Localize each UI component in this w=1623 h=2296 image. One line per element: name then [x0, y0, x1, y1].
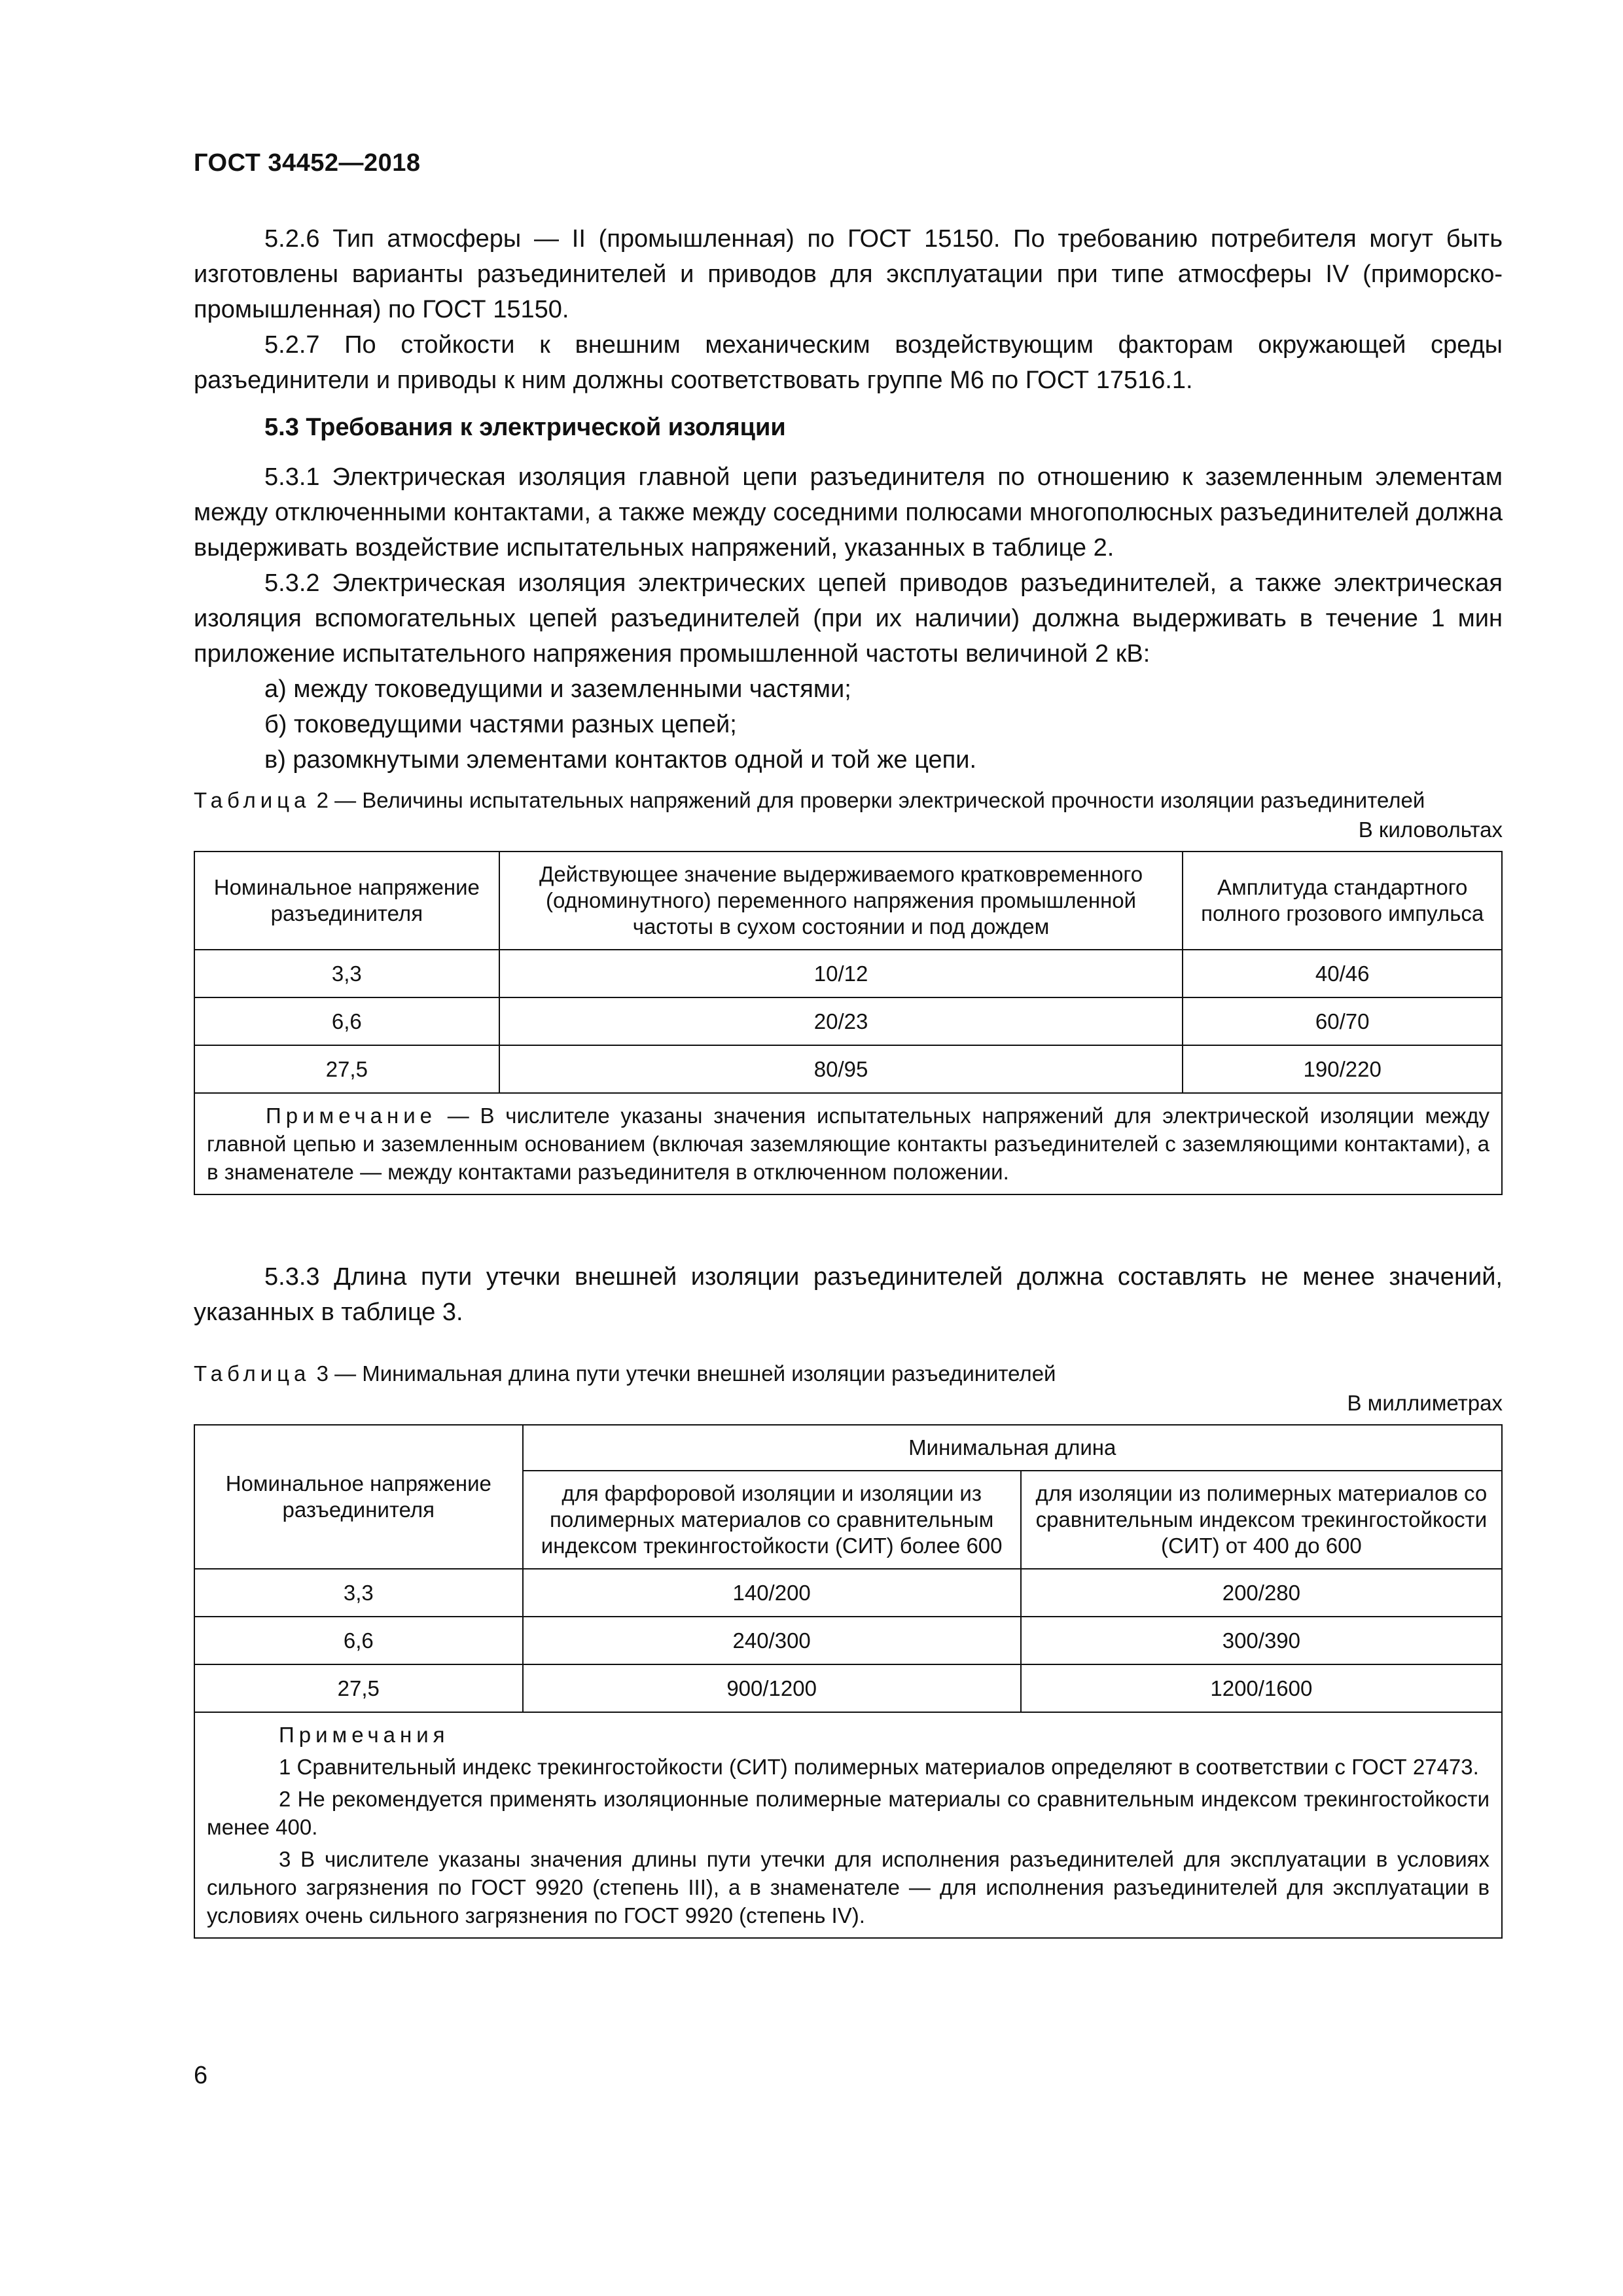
table-cell: 80/95 [499, 1045, 1183, 1093]
table-3-header-voltage: Номинальное напряжение разъединителя [194, 1425, 523, 1569]
table-row [194, 1617, 1502, 1664]
paragraph-5-2-6: 5.2.6 Тип атмосферы — II (промышленная) по ГОСТ 15150. По требованию потребителя могут быть изготовлены варианты разъединителей и приводов для эксплуатации при типе атмосферы IV (приморско-промышленная) по ГОСТ 15150. [194, 225, 1503, 323]
table-cell: 190/220 [1183, 1045, 1502, 1093]
table-2-header-impulse: Амплитуда стандартного полного грозового импульса [1183, 852, 1502, 950]
table-cell: 20/23 [499, 997, 1183, 1045]
table-cell: 3,3 [194, 1569, 523, 1617]
table-row [194, 1664, 1502, 1712]
table-3 [194, 1424, 1503, 1939]
table-cell: 6,6 [194, 997, 499, 1045]
table-cell: 6,6 [194, 1617, 523, 1664]
table-cell: 200/280 [1021, 1569, 1502, 1617]
section-5-3 [194, 410, 1503, 778]
table-cell: 27,5 [194, 1045, 499, 1093]
table-cell: 140/200 [523, 1569, 1021, 1617]
table-3-units: В миллиметрах [1347, 1391, 1503, 1415]
table-3-header-polymer: для изоляции из полимерных материалов со сравнительным индексом трекингостойкости (СИТ) от 400 до 600 [1021, 1471, 1502, 1569]
table-cell: 40/46 [1183, 950, 1502, 997]
table-3-header-min-length: Минимальная длина [523, 1425, 1502, 1471]
table-3-header-row-1 [194, 1425, 1502, 1471]
table-cell: 240/300 [523, 1617, 1021, 1664]
table-cell: 900/1200 [523, 1664, 1021, 1712]
table-row [194, 950, 1502, 997]
table-cell: 10/12 [499, 950, 1183, 997]
table-3-header-porcelain: для фарфоровой изоляции и изоляции из полимерных материалов со сравнительным индексом трекингостойкости (СИТ) более 600 [523, 1471, 1021, 1569]
table-cell: 1200/1600 [1021, 1664, 1502, 1712]
paragraph-5-2-7: 5.2.7 По стойкости к внешним механическим воздействующим факторам окружающей среды разъединители и приводы к ним должны соответствовать группе М6 по ГОСТ 17516.1. [194, 331, 1503, 394]
page-number: 6 [194, 2062, 208, 2089]
table-2-block [194, 785, 1503, 1195]
table-2-units: В киловольтах [1358, 817, 1503, 842]
table-row [194, 1045, 1502, 1093]
table-row [194, 1569, 1502, 1617]
table-2-header-row [194, 852, 1502, 950]
document-code: ГОСТ 34452—2018 [194, 149, 421, 177]
table-2-caption-text: 2 — Величины испытательных напряжений для проверки электрической прочности изоляции разъединителей [316, 788, 1425, 812]
paragraph-5-3-2: 5.3.2 Электрическая изоляция электрических цепей приводов разъединителей, а также электрическая изоляция вспомогательных цепей разъединителей (при их наличии) должна выдерживать в течение 1 мин приложение испытательного напряжения промышленной частоты величиной 2 кВ: [194, 569, 1503, 668]
table-2-header-ac-voltage: Действующее значение выдерживаемого кратковременного (одноминутного) переменного напряжения промышленной частоты в сухом состоянии и под дождем [499, 852, 1183, 950]
table-2-note-label: Примечание [266, 1103, 437, 1128]
table-3-notes [194, 1712, 1502, 1938]
table-3-notes-label: Примечания [279, 1723, 450, 1747]
table-2-header-voltage: Номинальное напряжение разъединителя [194, 852, 499, 950]
table-3-block [194, 1359, 1503, 1939]
table-2-note-text: — В числителе указаны значения испытательных напряжений для электрической изоляции между главной цепью и заземленным основанием (включая заземляющие контакты разъединителей с заземляющими контактами), а в знаменателе — между контактами разъединителя в отключенном положении. [207, 1103, 1489, 1184]
table-3-caption-text: 3 — Минимальная длина пути утечки внешней изоляции разъединителей [316, 1361, 1056, 1386]
list-item-b: б) токоведущими частями разных цепей; [264, 711, 737, 738]
table-2 [194, 851, 1503, 1195]
top-paragraphs [194, 221, 1503, 398]
table-2-caption [194, 785, 1503, 815]
table-cell: 3,3 [194, 950, 499, 997]
table-3-note-3: 3 В числителе указаны значения длины пути утечки для исполнения разъединителей для эксплуатации в условиях сильного загрязнения по ГОСТ 9920 (степень III), а в знаменателе — для исполнения разъединителей для эксплуатации в условиях очень сильного загрязнения по ГОСТ 9920 (степень IV). [207, 1847, 1489, 1928]
table-3-notes-row [194, 1712, 1502, 1938]
table-2-caption-label: Таблица [194, 788, 311, 812]
table-3-caption [194, 1359, 1503, 1388]
paragraph-5-3-1: 5.3.1 Электрическая изоляция главной цепи разъединителя по отношению к заземленным элементам между отключенными контактами, а также между соседними полюсами многополюсных разъединителей должна выдерживать воздействие испытательных напряжений, указанных в таблице 2. [194, 463, 1503, 562]
table-cell: 27,5 [194, 1664, 523, 1712]
table-3-note-1: 1 Сравнительный индекс трекингостойкости (СИТ) полимерных материалов определяют в соответствии с ГОСТ 27473. [279, 1755, 1479, 1779]
table-3-note-2: 2 Не рекомендуется применять изоляционные полимерные материалы со сравнительным индексом трекингостойкости менее 400. [207, 1787, 1489, 1839]
list-item-c: в) разомкнутыми элементами контактов одной и той же цепи. [264, 746, 977, 774]
table-2-note-row [194, 1093, 1502, 1194]
list-item-a: а) между токоведущими и заземленными частями; [264, 675, 851, 703]
table-2-note [194, 1093, 1502, 1194]
paragraph-5-3-3-block [194, 1259, 1503, 1330]
table-cell: 60/70 [1183, 997, 1502, 1045]
table-row [194, 997, 1502, 1045]
paragraph-5-3-3: 5.3.3 Длина пути утечки внешней изоляции разъединителей должна составлять не менее значений, указанных в таблице 3. [194, 1263, 1503, 1326]
table-cell: 300/390 [1021, 1617, 1502, 1664]
table-3-caption-label: Таблица [194, 1361, 311, 1386]
section-heading: 5.3 Требования к электрической изоляции [264, 414, 786, 441]
